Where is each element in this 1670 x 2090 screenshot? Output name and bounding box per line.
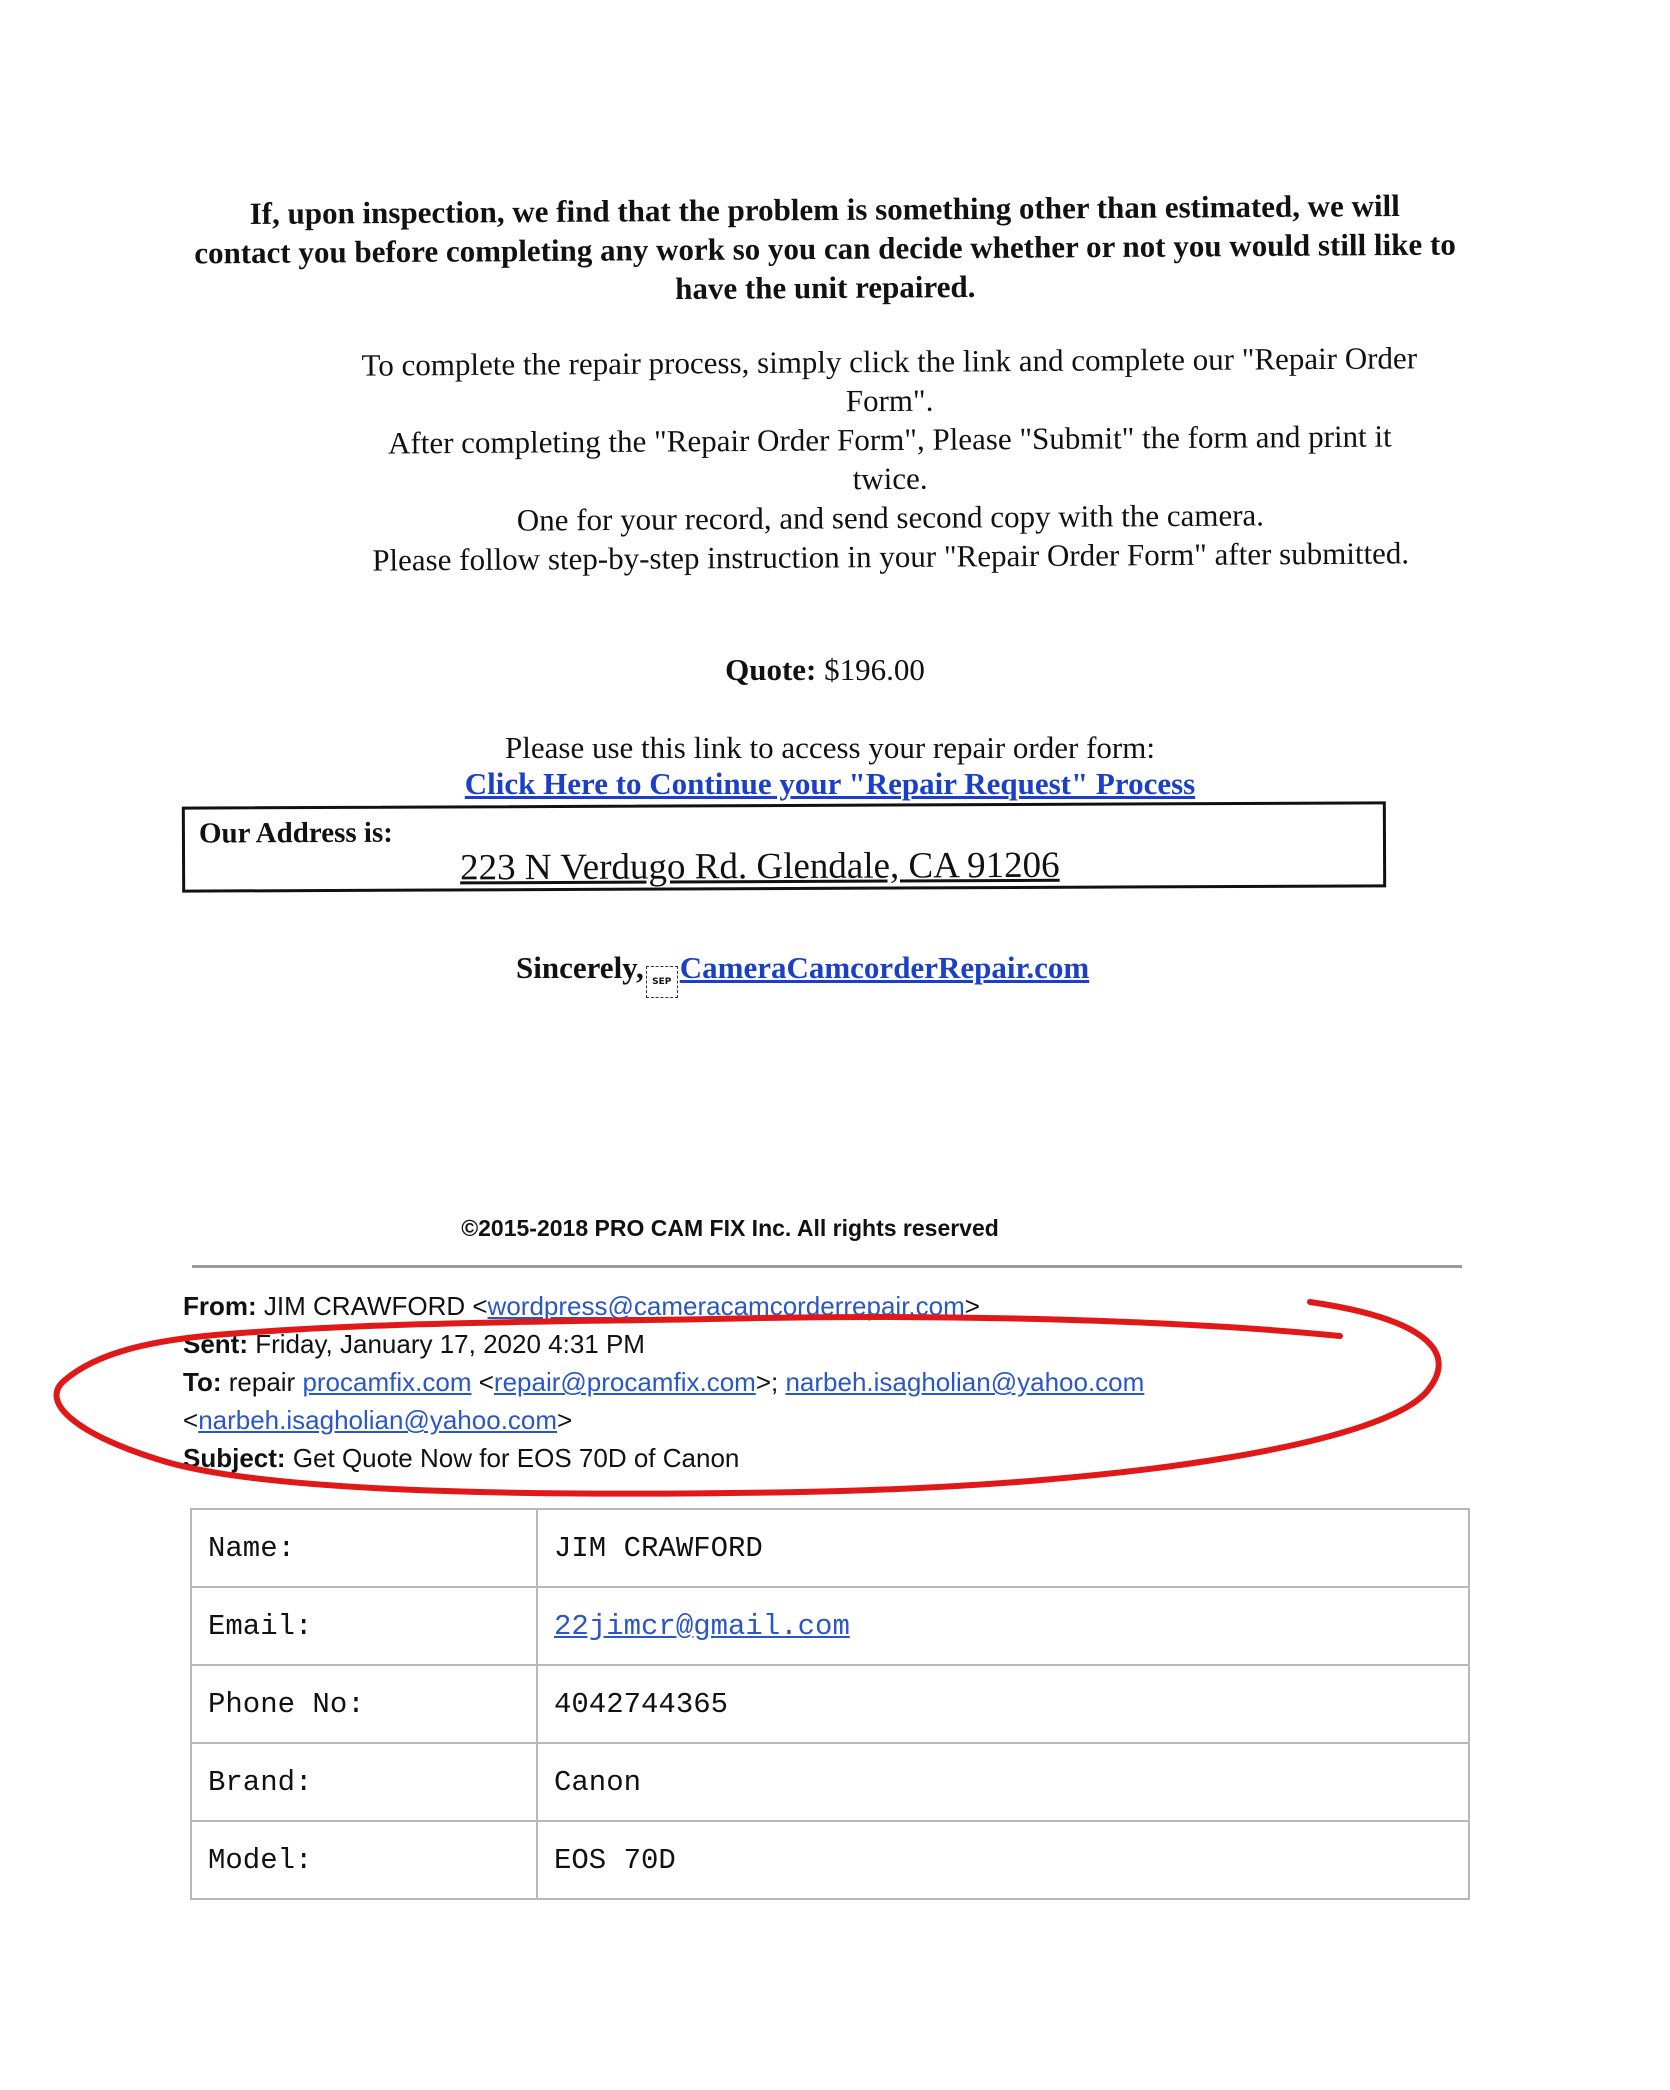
to-email-link-2[interactable]: narbeh.isagholian@yahoo.com [785,1367,1145,1397]
continue-repair-link-wrap [300,764,1360,803]
model-value: EOS 70D [537,1821,1469,1899]
email-value-cell [537,1587,1469,1665]
to-lt: < [471,1367,494,1397]
to-domain-link[interactable]: procamfix.com [302,1367,472,1397]
quote-label: Quote: [725,652,817,687]
phone-label: Phone No: [191,1665,537,1743]
from-row [183,1287,1144,1325]
to-name: repair [228,1367,303,1397]
to-gt-2: > [557,1405,573,1435]
instruction-line: After completing the "Repair Order Form", Please "Submit" the form and print it [387,418,1392,461]
instruction-line: One for your record, and send second copy with the camera. [516,497,1265,538]
subject-label: Subject: [183,1443,286,1473]
inspection-notice [170,185,1481,311]
to-row [183,1363,1144,1401]
to-row-continued [183,1401,1144,1439]
email-header [183,1287,1144,1477]
quote-value: $196.00 [824,652,925,687]
address-value: 223 N Verdugo Rd. Glendale, CA 91206 [459,844,1060,889]
notice-line: have the unit repaired. [675,268,976,307]
copyright: ©2015-2018 PRO CAM FIX Inc. All rights reserved [461,1215,999,1241]
table-row [191,1587,1469,1665]
instruction-line: twice. [852,460,928,497]
brand-label: Brand: [191,1743,537,1821]
sent-row [183,1325,1144,1363]
from-name: JIM CRAWFORD < [263,1291,488,1321]
notice-line: If, upon inspection, we find that the problem is something other than estimated, we will [249,187,1400,232]
to-sep: >; [755,1367,786,1397]
name-label: Name: [191,1509,537,1587]
sincerely-text: Sincerely, [516,950,644,985]
divider [192,1265,1462,1268]
to-label: To: [183,1367,222,1397]
email-value-link[interactable]: 22jimcr@gmail.com [554,1609,850,1643]
sep-glyph-icon: SEP [646,966,678,998]
subject-value: Get Quote Now for EOS 70D of Canon [292,1443,740,1473]
address-label: Our Address is: [198,816,393,850]
quote-line [400,650,1250,689]
notice-line: contact you before completing any work so you can decide whether or not you would still like to [194,226,1456,271]
email-label: Email: [191,1587,537,1665]
continue-repair-link[interactable]: Click Here to Continue your "Repair Request" Process [464,766,1196,801]
address-box [182,801,1386,892]
name-value: JIM CRAWFORD [537,1509,1469,1587]
instruction-line: Form". [845,382,934,419]
to-lt-2: < [183,1405,199,1435]
from-close: > [964,1291,980,1321]
table-row [191,1509,1469,1587]
model-label: Model: [191,1821,537,1899]
instruction-line: Please follow step-by-step instruction in your "Repair Order Form" after submitted. [372,535,1410,578]
table-row [191,1743,1469,1821]
from-label: From: [183,1291,257,1321]
subject-row [183,1439,1144,1477]
details-table [190,1508,1470,1900]
sent-label: Sent: [183,1329,248,1359]
to-email-link[interactable]: repair@procamfix.com [493,1367,756,1397]
sent-value: Friday, January 17, 2020 4:31 PM [255,1329,645,1359]
link-intro: Please use this link to access your repair order form: [505,730,1155,765]
phone-value: 4042744365 [537,1665,1469,1743]
closing-line [516,950,1089,998]
to-email-link-3[interactable]: narbeh.isagholian@yahoo.com [198,1405,558,1435]
instruction-line: To complete the repair process, simply click the link and complete our "Repair Order [361,340,1418,383]
repair-instructions [299,338,1481,580]
from-email-link[interactable]: wordpress@cameracamcorderrepair.com [487,1291,965,1321]
site-link[interactable]: CameraCamcorderRepair.com [679,950,1090,985]
brand-value: Canon [537,1743,1469,1821]
table-row [191,1821,1469,1899]
table-row [191,1665,1469,1743]
